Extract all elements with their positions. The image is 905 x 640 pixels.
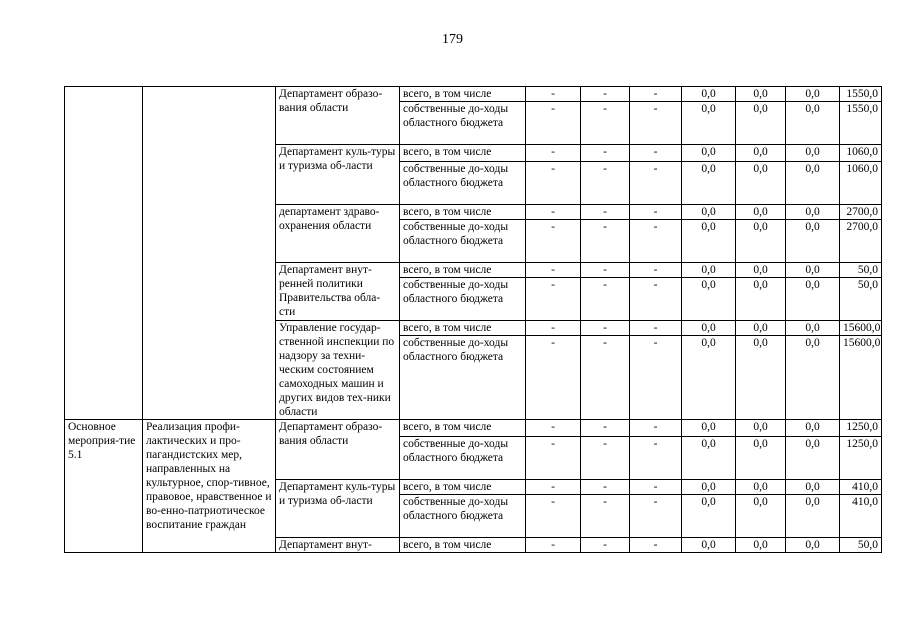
measure-cell: [65, 87, 143, 420]
value-cell: -: [630, 420, 682, 437]
funding-kind-cell: собственные до-ходы областного бюджета: [400, 102, 526, 145]
department-cell: Департамент куль-туры и туризма об-ласти: [276, 145, 400, 205]
total-cell: 410,0: [840, 480, 882, 495]
value-cell: -: [526, 538, 581, 553]
value-cell: -: [630, 437, 682, 480]
value-cell: 0,0: [682, 87, 736, 102]
funding-kind-cell: всего, в том числе: [400, 145, 526, 162]
value-cell: 0,0: [736, 87, 786, 102]
value-cell: -: [526, 145, 581, 162]
value-cell: -: [581, 87, 630, 102]
value-cell: 0,0: [682, 220, 736, 263]
value-cell: 0,0: [682, 205, 736, 220]
department-cell: Департамент внут-ренней политики Правительства обла-сти: [276, 263, 400, 321]
funding-kind-cell: собственные до-ходы областного бюджета: [400, 437, 526, 480]
value-cell: 0,0: [736, 102, 786, 145]
value-cell: 0,0: [736, 263, 786, 278]
value-cell: -: [581, 205, 630, 220]
value-cell: 0,0: [786, 87, 840, 102]
value-cell: -: [526, 162, 581, 205]
value-cell: 0,0: [736, 321, 786, 336]
value-cell: -: [526, 495, 581, 538]
value-cell: 0,0: [682, 437, 736, 480]
total-cell: 50,0: [840, 538, 882, 553]
value-cell: 0,0: [786, 336, 840, 420]
value-cell: -: [581, 480, 630, 495]
funding-kind-cell: собственные до-ходы областного бюджета: [400, 278, 526, 321]
budget-table: [64, 86, 882, 553]
total-cell: 50,0: [840, 263, 882, 278]
value-cell: 0,0: [786, 278, 840, 321]
value-cell: -: [526, 480, 581, 495]
department-cell: департамент здраво-охранения области: [276, 205, 400, 263]
value-cell: -: [581, 321, 630, 336]
value-cell: -: [630, 321, 682, 336]
value-cell: 0,0: [682, 145, 736, 162]
value-cell: 0,0: [786, 162, 840, 205]
value-cell: -: [630, 278, 682, 321]
funding-kind-cell: собственные до-ходы областного бюджета: [400, 220, 526, 263]
value-cell: -: [526, 278, 581, 321]
value-cell: 0,0: [682, 420, 736, 437]
total-cell: 15600,0: [840, 336, 882, 420]
value-cell: 0,0: [682, 162, 736, 205]
value-cell: -: [630, 145, 682, 162]
value-cell: -: [630, 102, 682, 145]
value-cell: -: [581, 278, 630, 321]
value-cell: 0,0: [786, 145, 840, 162]
value-cell: -: [526, 437, 581, 480]
value-cell: -: [581, 495, 630, 538]
department-cell: Департамент внут-: [276, 538, 400, 553]
value-cell: 0,0: [736, 495, 786, 538]
value-cell: -: [526, 263, 581, 278]
value-cell: 0,0: [736, 205, 786, 220]
value-cell: -: [526, 220, 581, 263]
funding-kind-cell: всего, в том числе: [400, 420, 526, 437]
value-cell: 0,0: [682, 263, 736, 278]
total-cell: 1250,0: [840, 437, 882, 480]
value-cell: 0,0: [786, 102, 840, 145]
value-cell: 0,0: [786, 420, 840, 437]
value-cell: 0,0: [736, 480, 786, 495]
value-cell: -: [581, 102, 630, 145]
value-cell: -: [581, 336, 630, 420]
value-cell: 0,0: [736, 538, 786, 553]
description-cell: [143, 87, 276, 420]
value-cell: -: [630, 205, 682, 220]
total-cell: 2700,0: [840, 220, 882, 263]
value-cell: 0,0: [736, 145, 786, 162]
funding-kind-cell: всего, в том числе: [400, 263, 526, 278]
value-cell: -: [526, 420, 581, 437]
value-cell: -: [526, 102, 581, 145]
value-cell: 0,0: [786, 480, 840, 495]
value-cell: -: [526, 336, 581, 420]
value-cell: 0,0: [682, 495, 736, 538]
value-cell: 0,0: [682, 321, 736, 336]
value-cell: -: [581, 538, 630, 553]
value-cell: -: [630, 263, 682, 278]
page-number: 179: [442, 32, 463, 47]
value-cell: 0,0: [786, 220, 840, 263]
total-cell: 1060,0: [840, 145, 882, 162]
value-cell: -: [630, 87, 682, 102]
value-cell: 0,0: [786, 495, 840, 538]
value-cell: 0,0: [736, 162, 786, 205]
value-cell: -: [630, 336, 682, 420]
value-cell: 0,0: [736, 278, 786, 321]
value-cell: 0,0: [682, 538, 736, 553]
value-cell: 0,0: [786, 205, 840, 220]
funding-kind-cell: всего, в том числе: [400, 87, 526, 102]
funding-kind-cell: собственные до-ходы областного бюджета: [400, 495, 526, 538]
value-cell: 0,0: [736, 220, 786, 263]
value-cell: -: [581, 437, 630, 480]
value-cell: -: [526, 87, 581, 102]
value-cell: -: [581, 162, 630, 205]
table-row: [65, 87, 882, 102]
measure-cell: Основное мероприя-тие 5.1: [65, 420, 143, 553]
value-cell: -: [581, 420, 630, 437]
value-cell: 0,0: [682, 102, 736, 145]
value-cell: 0,0: [682, 278, 736, 321]
funding-kind-cell: собственные до-ходы областного бюджета: [400, 336, 526, 420]
value-cell: 0,0: [786, 263, 840, 278]
department-cell: Департамент куль-туры и туризма об-ласти: [276, 480, 400, 538]
value-cell: 0,0: [786, 321, 840, 336]
total-cell: 1550,0: [840, 102, 882, 145]
department-cell: Управление государ-ственной инспекции по надзору за техни-ческим состоянием самоходных машин и других видов тех-ники области: [276, 321, 400, 420]
value-cell: -: [630, 220, 682, 263]
total-cell: 1250,0: [840, 420, 882, 437]
department-cell: Департамент образо-вания области: [276, 420, 400, 480]
description-cell: Реализация профи-лактических и про-пагандистских мер, направленных на культурное, спор-тивное, правовое, нравственное и во-енно-патриотическое воспитание граждан: [143, 420, 276, 553]
total-cell: 1060,0: [840, 162, 882, 205]
value-cell: -: [581, 263, 630, 278]
value-cell: -: [630, 495, 682, 538]
value-cell: 0,0: [786, 437, 840, 480]
funding-kind-cell: всего, в том числе: [400, 205, 526, 220]
table-row: [65, 420, 882, 437]
total-cell: 410,0: [840, 495, 882, 538]
funding-kind-cell: всего, в том числе: [400, 480, 526, 495]
value-cell: -: [581, 145, 630, 162]
total-cell: 50,0: [840, 278, 882, 321]
funding-kind-cell: всего, в том числе: [400, 321, 526, 336]
funding-kind-cell: собственные до-ходы областного бюджета: [400, 162, 526, 205]
total-cell: 1550,0: [840, 87, 882, 102]
funding-kind-cell: всего, в том числе: [400, 538, 526, 553]
value-cell: -: [630, 162, 682, 205]
value-cell: -: [630, 538, 682, 553]
value-cell: 0,0: [786, 538, 840, 553]
value-cell: -: [581, 220, 630, 263]
value-cell: -: [526, 205, 581, 220]
total-cell: 15600,0: [840, 321, 882, 336]
value-cell: -: [630, 480, 682, 495]
value-cell: 0,0: [736, 336, 786, 420]
value-cell: 0,0: [682, 480, 736, 495]
total-cell: 2700,0: [840, 205, 882, 220]
value-cell: 0,0: [682, 336, 736, 420]
value-cell: 0,0: [736, 437, 786, 480]
department-cell: Департамент образо-вания области: [276, 87, 400, 145]
value-cell: 0,0: [736, 420, 786, 437]
value-cell: -: [526, 321, 581, 336]
